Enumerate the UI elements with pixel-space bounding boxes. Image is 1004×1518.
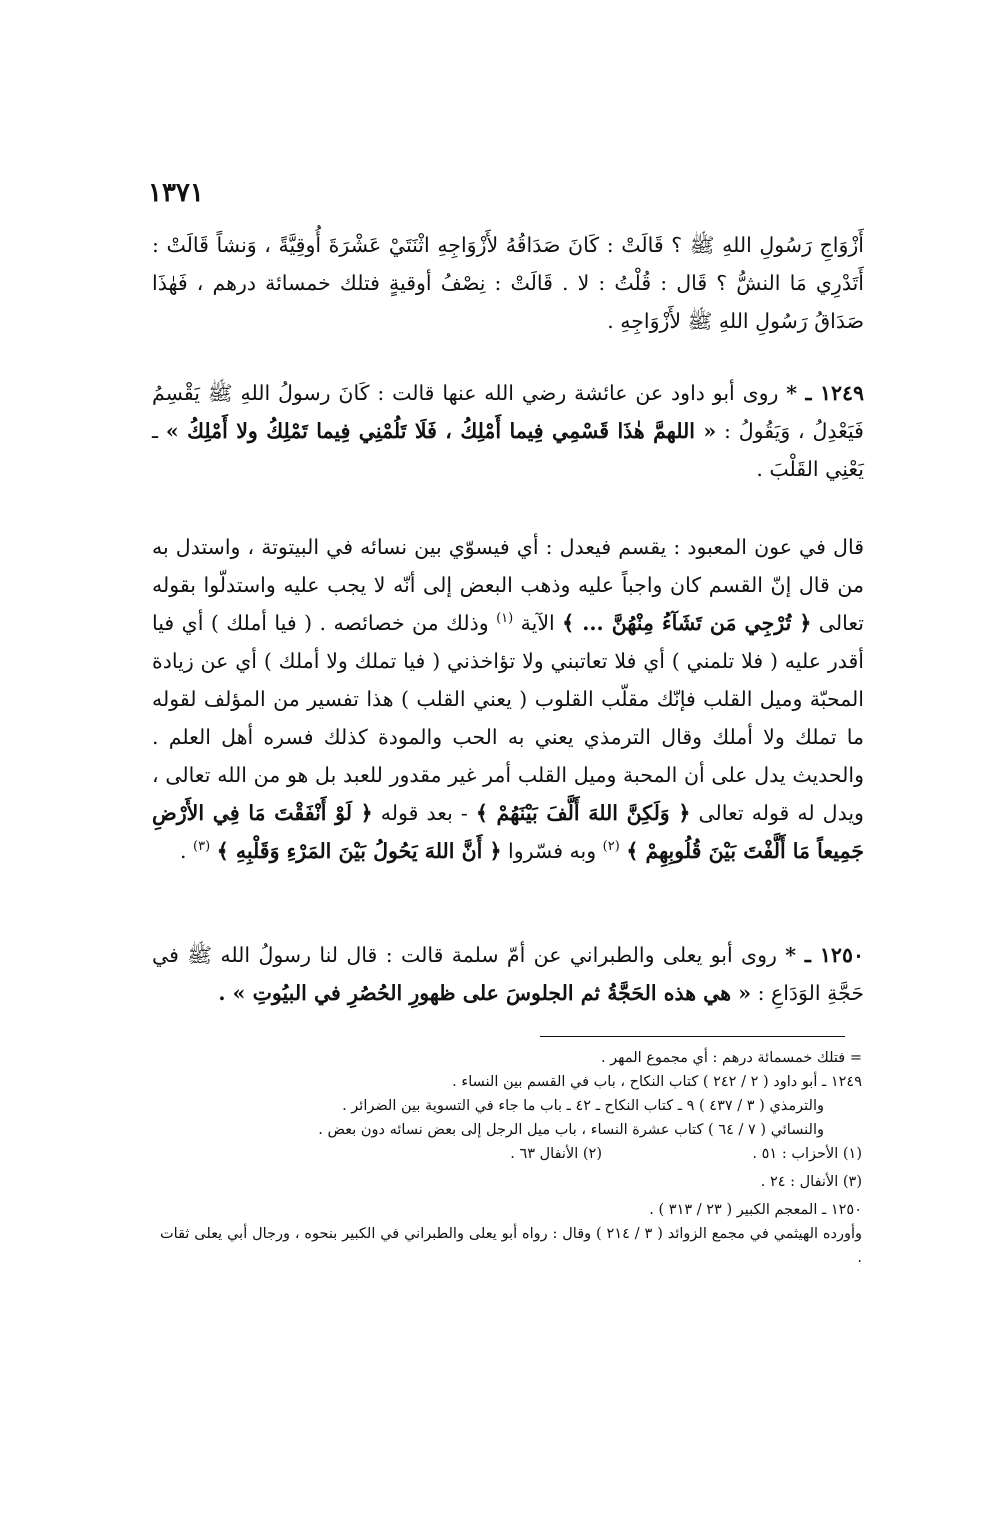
- commentary: [152, 528, 864, 870]
- commentary-text: وبه فسّروا: [508, 839, 597, 863]
- footnote-1249-nasai: والنسائي ( ٧ / ٦٤ ) كتاب عشرة النساء ، باب ميل الرجل إلى بعض نسائه دون بعض .: [318, 1122, 824, 1138]
- commentary-text: .: [179, 839, 187, 863]
- hadith-intro: روى أبو داود عن عائشة رضي الله عنها قالت : كَانَ رسولُ اللهِ ﷺ يَقْسِمُ فَيَعْدِلُ ، وَيَقُولُ :: [152, 381, 864, 443]
- page-number: ١٣٧١: [148, 178, 204, 208]
- hadith-quote: « هي هذه الحَجَّةُ ثم الجلوسَ على ظهورِ الحُصُرِ في البيُوتِ » .: [218, 981, 752, 1005]
- footnote-1250-haythami: وأورده الهيثمي في مجمع الزوائد ( ٣ / ٢١٤ ) وقال : رواه أبو يعلى والطبراني في الكبير بنحوه ، ورجال أبي يعلى ثقات .: [160, 1226, 862, 1266]
- footnote-continuation: = فتلك خمسمائة درهم : أي مجموع المهر .: [600, 1050, 862, 1066]
- footnote-refs-row: [160, 1142, 862, 1166]
- quran-verse: ﴿ وَلَكِنَّ اللهَ أَلَّفَ بَيْنَهُمْ ﴾: [475, 801, 691, 825]
- paragraph-mahr: [152, 226, 864, 340]
- footnote-1250-source: ١٢٥٠ ـ المعجم الكبير ( ٢٣ / ٣١٣ ) .: [649, 1202, 862, 1218]
- hadith-number: ١٢٤٩ ـ *: [786, 381, 864, 405]
- footnote-divider: [540, 1036, 845, 1037]
- footnote-1: (١) الأحزاب : ٥١ .: [752, 1146, 862, 1162]
- footnote-ref: (٢): [602, 839, 620, 855]
- quran-verse: ﴿ لَوْ أَنْفَقْتَ مَا فِي الأَرْضِ جَمِيعاً مَا أَلَّفْتَ بَيْنَ قُلُوبِهِمْ ﴾: [152, 801, 864, 863]
- footnote-2: (٢) الأنفال ٦٣ .: [510, 1146, 602, 1162]
- commentary-text: - بعد قوله: [380, 801, 468, 825]
- hadith-1249: [152, 374, 864, 488]
- hadith-1250: [152, 936, 864, 1012]
- hadith-intro: روى أبو يعلى والطبراني عن أمّ سلمة قالت : قال لنا رسولُ الله ﷺ في حَجَّةِ الوَدَاعِ :: [152, 943, 864, 1005]
- quran-verse: ﴿ تُرْجِي مَن تَشَآءُ مِنْهُنَّ ... ﴾: [562, 611, 812, 635]
- footnote-ref: (١): [496, 611, 514, 627]
- footnote-ref: (٣): [193, 839, 211, 855]
- commentary-text: وذلك من خصائصه . ( فيا أملك ) أي فيا أقدر عليه ( فلا تلمني ) أي فلا تعاتبني ولا تؤاخذني ( فيا تملك ولا أملك ) أي عن زيادة المحبّة وميل القلب فإنّك مقلّب القلوب ( يعني القلب ) هذا تفسير من المؤلف لقوله ما تملك ولا أملك وقال الترمذي يعني به الحب والمودة كذلك فسره أهل العلم . والحديث يدل على أن المحبة وميل القلب أمر غير مقدور للعبد بل هو من الله تعالى ، ويدل له قوله تعالى: [152, 611, 864, 825]
- footnotes: [160, 1046, 862, 1270]
- quran-verse: ﴿ أَنَّ اللهَ يَحُولُ بَيْنَ المَرْءِ وَقَلْبِهِ ﴾: [216, 839, 502, 863]
- hadith-number: ١٢٥٠ ـ *: [785, 943, 864, 967]
- commentary-text: قال في عون المعبود : يقسم فيعدل : أي فيسوّي بين نسائه في البيتوتة ، واستدل به من قال إنّ القسم كان واجباً عليه وذهب البعض إلى أنّه لا يجب عليه واستدلّوا بقوله تعالى: [152, 535, 864, 635]
- footnote-3: (٣) الأنفال : ٢٤ .: [760, 1174, 862, 1190]
- footnote-1249-tirmidhi: والترمذي ( ٣ / ٤٣٧ ) ٩ ـ كتاب النكاح ـ ٤٢ ـ باب ما جاء في التسوية بين الضرائر .: [342, 1098, 824, 1114]
- paragraph-text: أَزْوَاجِ رَسُولِ اللهِ ﷺ ؟ قَالَتْ : كَانَ صَدَاقُهُ لأَزْوَاجِهِ اثْنَتَيْ عَشْرَةَ أُوقِيَّةً ، وَنشاً قَالَتْ : أَتَدْرِي مَا النشُّ ؟ قَال : قُلْتُ : لا . قَالَتْ : نِصْفُ أوقيةٍ فتلك خمسائة درهم ، فَهٰذَا صَدَاقُ رَسُولِ اللهِ ﷺ لأَزْوَاجِهِ .: [152, 233, 864, 333]
- commentary-text: الآية: [520, 611, 555, 635]
- hadith-quote: « اللهمَّ هٰذَا قَسْمِي فِيما أَمْلِكُ ، فَلَا تَلُمْنِي فِيما تَمْلِكُ ولا أَمْلِكُ »: [165, 419, 717, 443]
- footnote-1249-source: ١٢٤٩ ـ أبو داود ( ٢ / ٢٤٢ ) كتاب النكاح ، باب في القسم بين النساء .: [452, 1074, 862, 1090]
- hadith-tail: ـ يَعْنِي القَلْبَ .: [152, 419, 864, 481]
